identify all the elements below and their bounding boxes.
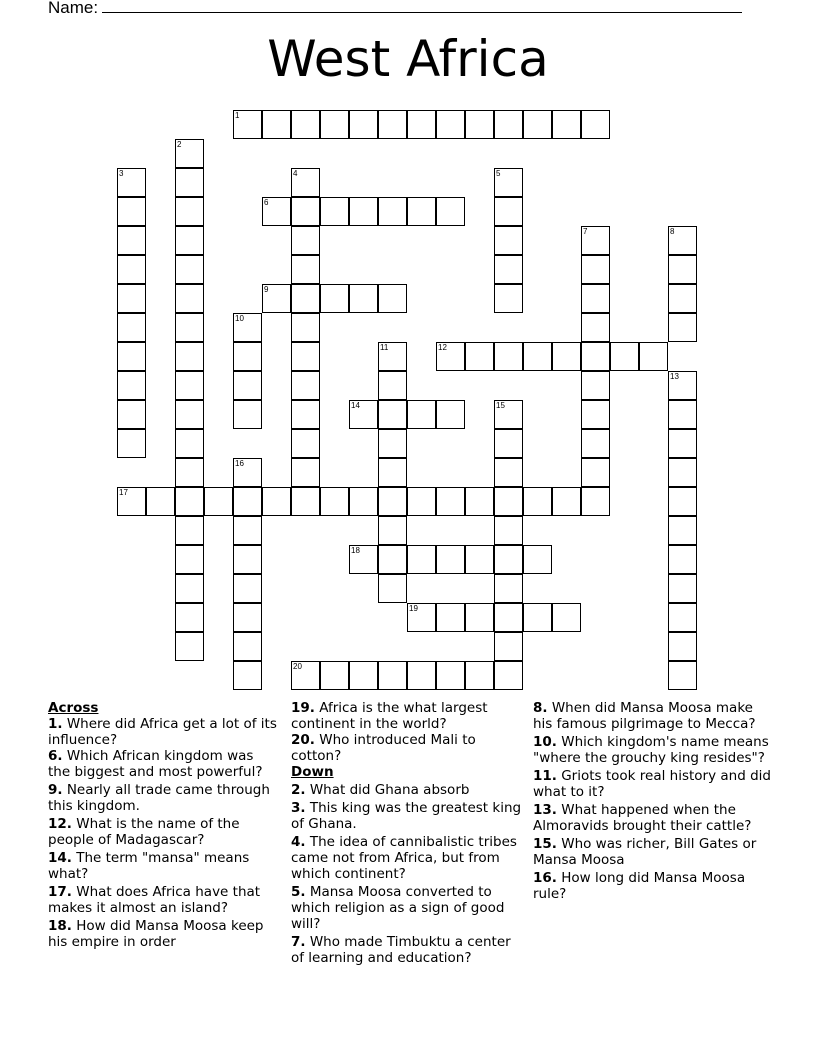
down-clue — [533, 836, 773, 868]
clue-number-16: 16 — [235, 459, 244, 468]
grid-cell[interactable] — [494, 168, 523, 197]
clues-column-1 — [48, 700, 278, 950]
grid-cell[interactable] — [146, 487, 175, 516]
clue-number: 19. — [291, 700, 315, 716]
grid-cell[interactable] — [291, 400, 320, 429]
grid-cell[interactable] — [581, 400, 610, 429]
clue-number-5: 5 — [496, 169, 501, 178]
grid-cell[interactable] — [175, 545, 204, 574]
grid-cell[interactable] — [494, 255, 523, 284]
grid-cell[interactable] — [291, 226, 320, 255]
clue-number: 5. — [291, 884, 306, 900]
grid-cell[interactable] — [494, 284, 523, 313]
clues-column-2 — [291, 700, 526, 966]
grid-cell[interactable] — [175, 516, 204, 545]
grid-cell[interactable] — [349, 545, 378, 574]
clue-number-10: 10 — [235, 314, 244, 323]
clue-text: Who introduced Mali to cotton? — [291, 732, 476, 764]
across-clue — [48, 782, 278, 814]
grid-cell[interactable] — [494, 226, 523, 255]
grid-cell[interactable] — [494, 487, 523, 516]
grid-cell[interactable] — [552, 487, 581, 516]
grid-cell[interactable] — [465, 342, 494, 371]
grid-cell[interactable] — [407, 661, 436, 690]
clue-number-14: 14 — [351, 401, 360, 410]
grid-cell[interactable] — [668, 429, 697, 458]
grid-cell[interactable] — [581, 458, 610, 487]
clue-text: The idea of cannibalistic tribes came not from Africa, but from which continent? — [291, 834, 517, 882]
clue-number-18: 18 — [351, 546, 360, 555]
grid-cell[interactable] — [291, 429, 320, 458]
grid-cell[interactable] — [407, 603, 436, 632]
grid-cell[interactable] — [117, 400, 146, 429]
grid-cell[interactable] — [233, 545, 262, 574]
down-clue — [291, 934, 526, 966]
grid-cell[interactable] — [581, 371, 610, 400]
clue-number: 15. — [533, 836, 557, 852]
across-clue — [48, 816, 278, 848]
clue-text: What happened when the Almoravids brought their cattle? — [533, 802, 752, 834]
grid-cell[interactable] — [552, 110, 581, 139]
clue-number-15: 15 — [496, 401, 505, 410]
grid-cell[interactable] — [407, 545, 436, 574]
clue-number-19: 19 — [409, 604, 418, 613]
grid-cell[interactable] — [436, 661, 465, 690]
grid-cell[interactable] — [494, 342, 523, 371]
grid-cell[interactable] — [262, 487, 291, 516]
grid-cell[interactable] — [175, 139, 204, 168]
across-clue — [291, 732, 526, 764]
grid-cell[interactable] — [668, 661, 697, 690]
grid-cell[interactable] — [349, 110, 378, 139]
grid-cell[interactable] — [552, 603, 581, 632]
grid-cell[interactable] — [175, 284, 204, 313]
grid-cell[interactable] — [436, 110, 465, 139]
grid-cell[interactable] — [117, 371, 146, 400]
down-clue — [291, 782, 526, 798]
grid-cell[interactable] — [349, 487, 378, 516]
grid-cell[interactable] — [291, 313, 320, 342]
across-clue — [48, 884, 278, 916]
grid-cell[interactable] — [175, 400, 204, 429]
grid-cell[interactable] — [291, 284, 320, 313]
grid-cell[interactable] — [233, 400, 262, 429]
grid-cell[interactable] — [610, 342, 639, 371]
clue-text: How long did Mansa Moosa rule? — [533, 870, 746, 902]
grid-cell[interactable] — [175, 342, 204, 371]
clue-number: 12. — [48, 816, 72, 832]
grid-cell[interactable] — [233, 342, 262, 371]
down-clue — [291, 800, 526, 832]
grid-cell[interactable] — [581, 342, 610, 371]
grid-cell[interactable] — [378, 574, 407, 603]
grid-cell[interactable] — [494, 574, 523, 603]
grid-cell[interactable] — [407, 197, 436, 226]
grid-cell[interactable] — [523, 545, 552, 574]
clue-number: 7. — [291, 934, 306, 950]
grid-cell[interactable] — [639, 342, 668, 371]
clue-number: 9. — [48, 782, 63, 798]
clue-number-9: 9 — [264, 285, 269, 294]
clue-number: 2. — [291, 782, 306, 798]
clue-text: Which African kingdom was the biggest and most powerful? — [48, 748, 263, 780]
clue-text: Who was richer, Bill Gates or Mansa Moosa — [533, 836, 757, 868]
grid-cell[interactable] — [494, 458, 523, 487]
grid-cell[interactable] — [233, 603, 262, 632]
clue-number-8: 8 — [670, 227, 675, 236]
grid-cell[interactable] — [494, 603, 523, 632]
grid-cell[interactable] — [581, 255, 610, 284]
grid-cell[interactable] — [117, 313, 146, 342]
clue-text: Nearly all trade came through this kingdom. — [48, 782, 270, 814]
clue-number: 3. — [291, 800, 306, 816]
grid-cell[interactable] — [175, 429, 204, 458]
clue-text: Africa is the what largest continent in the world? — [291, 700, 488, 732]
grid-cell[interactable] — [175, 255, 204, 284]
grid-cell[interactable] — [494, 400, 523, 429]
clue-number-2: 2 — [177, 140, 182, 149]
clue-text: What is the name of the people of Madagascar? — [48, 816, 240, 848]
grid-cell[interactable] — [378, 516, 407, 545]
grid-cell[interactable] — [378, 400, 407, 429]
grid-cell[interactable] — [233, 371, 262, 400]
clue-number: 18. — [48, 918, 72, 934]
clue-number: 20. — [291, 732, 315, 748]
grid-cell[interactable] — [117, 342, 146, 371]
grid-cell[interactable] — [320, 661, 349, 690]
clue-text: The term "mansa" means what? — [48, 850, 250, 882]
grid-cell[interactable] — [407, 110, 436, 139]
clue-number: 4. — [291, 834, 306, 850]
clue-number-3: 3 — [119, 169, 124, 178]
grid-cell[interactable] — [378, 661, 407, 690]
clue-number-7: 7 — [583, 227, 588, 236]
grid-cell[interactable] — [291, 197, 320, 226]
grid-cell[interactable] — [668, 371, 697, 400]
grid-cell[interactable] — [465, 603, 494, 632]
clue-number: 14. — [48, 850, 72, 866]
down-clue — [291, 884, 526, 932]
grid-cell[interactable] — [349, 661, 378, 690]
grid-cell[interactable] — [523, 603, 552, 632]
grid-cell[interactable] — [378, 342, 407, 371]
grid-cell[interactable] — [117, 284, 146, 313]
grid-cell[interactable] — [117, 197, 146, 226]
clue-number-13: 13 — [670, 372, 679, 381]
clue-text: Mansa Moosa converted to which religion as a sign of good will? — [291, 884, 505, 932]
grid-cell[interactable] — [465, 545, 494, 574]
grid-cell[interactable] — [668, 574, 697, 603]
grid-cell[interactable] — [494, 516, 523, 545]
down-clue — [533, 734, 773, 766]
grid-cell[interactable] — [175, 458, 204, 487]
across-clue — [48, 918, 278, 950]
grid-cell[interactable] — [175, 168, 204, 197]
clue-number: 10. — [533, 734, 557, 750]
grid-cell[interactable] — [436, 545, 465, 574]
clue-number-12: 12 — [438, 343, 447, 352]
grid-cell[interactable] — [378, 284, 407, 313]
clue-number: 6. — [48, 748, 63, 764]
grid-cell[interactable] — [494, 632, 523, 661]
clue-number-4: 4 — [293, 169, 298, 178]
grid-cell[interactable] — [233, 487, 262, 516]
grid-cell[interactable] — [523, 487, 552, 516]
grid-cell[interactable] — [291, 661, 320, 690]
grid-cell[interactable] — [320, 110, 349, 139]
clue-text: Where did Africa get a lot of its influence? — [48, 716, 277, 748]
grid-cell[interactable] — [378, 110, 407, 139]
grid-cell[interactable] — [465, 661, 494, 690]
grid-cell[interactable] — [378, 487, 407, 516]
grid-cell[interactable] — [378, 429, 407, 458]
grid-cell[interactable] — [668, 458, 697, 487]
down-clue — [533, 802, 773, 834]
grid-cell[interactable] — [291, 458, 320, 487]
grid-cell[interactable] — [233, 313, 262, 342]
grid-cell[interactable] — [407, 487, 436, 516]
down-clue — [533, 870, 773, 902]
grid-cell[interactable] — [494, 545, 523, 574]
grid-cell[interactable] — [117, 487, 146, 516]
clue-number: 8. — [533, 700, 548, 716]
grid-cell[interactable] — [117, 168, 146, 197]
grid-cell[interactable] — [581, 284, 610, 313]
clue-number-17: 17 — [119, 488, 128, 497]
clues-column-3 — [533, 700, 773, 902]
grid-cell[interactable] — [465, 487, 494, 516]
grid-cell[interactable] — [175, 226, 204, 255]
grid-cell[interactable] — [349, 284, 378, 313]
grid-cell[interactable] — [668, 487, 697, 516]
clue-number-20: 20 — [293, 662, 302, 671]
grid-cell[interactable] — [668, 284, 697, 313]
grid-cell[interactable] — [668, 632, 697, 661]
clue-number: 11. — [533, 768, 557, 784]
clue-number: 1. — [48, 716, 63, 732]
grid-cell[interactable] — [117, 226, 146, 255]
grid-cell[interactable] — [233, 661, 262, 690]
grid-cell[interactable] — [262, 110, 291, 139]
grid-cell[interactable] — [291, 110, 320, 139]
grid-cell[interactable] — [494, 429, 523, 458]
clue-text: How did Mansa Moosa keep his empire in order — [48, 918, 264, 950]
grid-cell[interactable] — [262, 284, 291, 313]
clue-text: What does Africa have that makes it almost an island? — [48, 884, 261, 916]
grid-cell[interactable] — [668, 516, 697, 545]
grid-cell[interactable] — [175, 487, 204, 516]
grid-cell[interactable] — [581, 226, 610, 255]
grid-cell[interactable] — [175, 603, 204, 632]
grid-cell[interactable] — [668, 603, 697, 632]
grid-cell[interactable] — [233, 632, 262, 661]
grid-cell[interactable] — [581, 487, 610, 516]
grid-cell[interactable] — [291, 342, 320, 371]
grid-cell[interactable] — [378, 197, 407, 226]
grid-cell[interactable] — [320, 284, 349, 313]
clue-number-6: 6 — [264, 198, 269, 207]
grid-cell[interactable] — [291, 168, 320, 197]
clue-text: This king was the greatest king of Ghana. — [291, 800, 522, 832]
clue-text: Which kingdom's name means "where the grouchy king resides"? — [533, 734, 769, 766]
down-clue — [533, 768, 773, 800]
grid-cell[interactable] — [349, 400, 378, 429]
grid-cell[interactable] — [233, 110, 262, 139]
grid-cell[interactable] — [407, 400, 436, 429]
grid-cell[interactable] — [668, 255, 697, 284]
grid-cell[interactable] — [668, 226, 697, 255]
down-clue — [533, 700, 773, 732]
clue-text: When did Mansa Moosa make his famous pilgrimage to Mecca? — [533, 700, 756, 732]
grid-cell[interactable] — [494, 661, 523, 690]
grid-cell[interactable] — [436, 487, 465, 516]
across-heading: Across — [48, 700, 99, 716]
grid-cell[interactable] — [175, 574, 204, 603]
grid-cell[interactable] — [668, 313, 697, 342]
clue-number-11: 11 — [380, 343, 389, 352]
down-heading: Down — [291, 764, 334, 780]
page-title: West Africa — [267, 30, 549, 88]
grid-cell[interactable] — [668, 545, 697, 574]
grid-cell[interactable] — [204, 487, 233, 516]
grid-cell[interactable] — [233, 516, 262, 545]
grid-cell[interactable] — [465, 110, 494, 139]
grid-cell[interactable] — [320, 487, 349, 516]
grid-cell[interactable] — [262, 197, 291, 226]
grid-cell[interactable] — [175, 197, 204, 226]
name-label: Name: — [48, 0, 99, 17]
across-clue — [291, 700, 526, 732]
grid-cell[interactable] — [233, 458, 262, 487]
clue-text: What did Ghana absorb — [309, 782, 470, 798]
grid-cell[interactable] — [175, 371, 204, 400]
grid-cell[interactable] — [494, 197, 523, 226]
grid-cell[interactable] — [581, 110, 610, 139]
grid-cell[interactable] — [581, 429, 610, 458]
grid-cell[interactable] — [436, 342, 465, 371]
grid-cell[interactable] — [291, 255, 320, 284]
grid-cell[interactable] — [523, 342, 552, 371]
grid-cell[interactable] — [668, 400, 697, 429]
across-clue — [48, 850, 278, 882]
clue-text: Griots took real history and did what to it? — [533, 768, 771, 800]
clue-number-1: 1 — [235, 111, 240, 120]
down-clue — [291, 834, 526, 882]
grid-cell[interactable] — [436, 197, 465, 226]
across-clue — [48, 716, 278, 748]
grid-cell[interactable] — [291, 371, 320, 400]
grid-cell[interactable] — [378, 371, 407, 400]
grid-cell[interactable] — [117, 255, 146, 284]
grid-cell[interactable] — [494, 110, 523, 139]
grid-cell[interactable] — [117, 429, 146, 458]
grid-cell[interactable] — [175, 632, 204, 661]
grid-cell[interactable] — [378, 545, 407, 574]
across-clue — [48, 748, 278, 780]
grid-cell[interactable] — [320, 197, 349, 226]
grid-cell[interactable] — [291, 487, 320, 516]
grid-cell[interactable] — [378, 458, 407, 487]
grid-cell[interactable] — [436, 603, 465, 632]
grid-cell[interactable] — [581, 313, 610, 342]
grid-cell[interactable] — [552, 342, 581, 371]
grid-cell[interactable] — [233, 574, 262, 603]
clue-number: 17. — [48, 884, 72, 900]
grid-cell[interactable] — [436, 400, 465, 429]
clue-number: 16. — [533, 870, 557, 886]
grid-cell[interactable] — [175, 313, 204, 342]
clue-text: Who made Timbuktu a center of learning and education? — [291, 934, 511, 966]
clue-number: 13. — [533, 802, 557, 818]
grid-cell[interactable] — [523, 110, 552, 139]
grid-cell[interactable] — [349, 197, 378, 226]
